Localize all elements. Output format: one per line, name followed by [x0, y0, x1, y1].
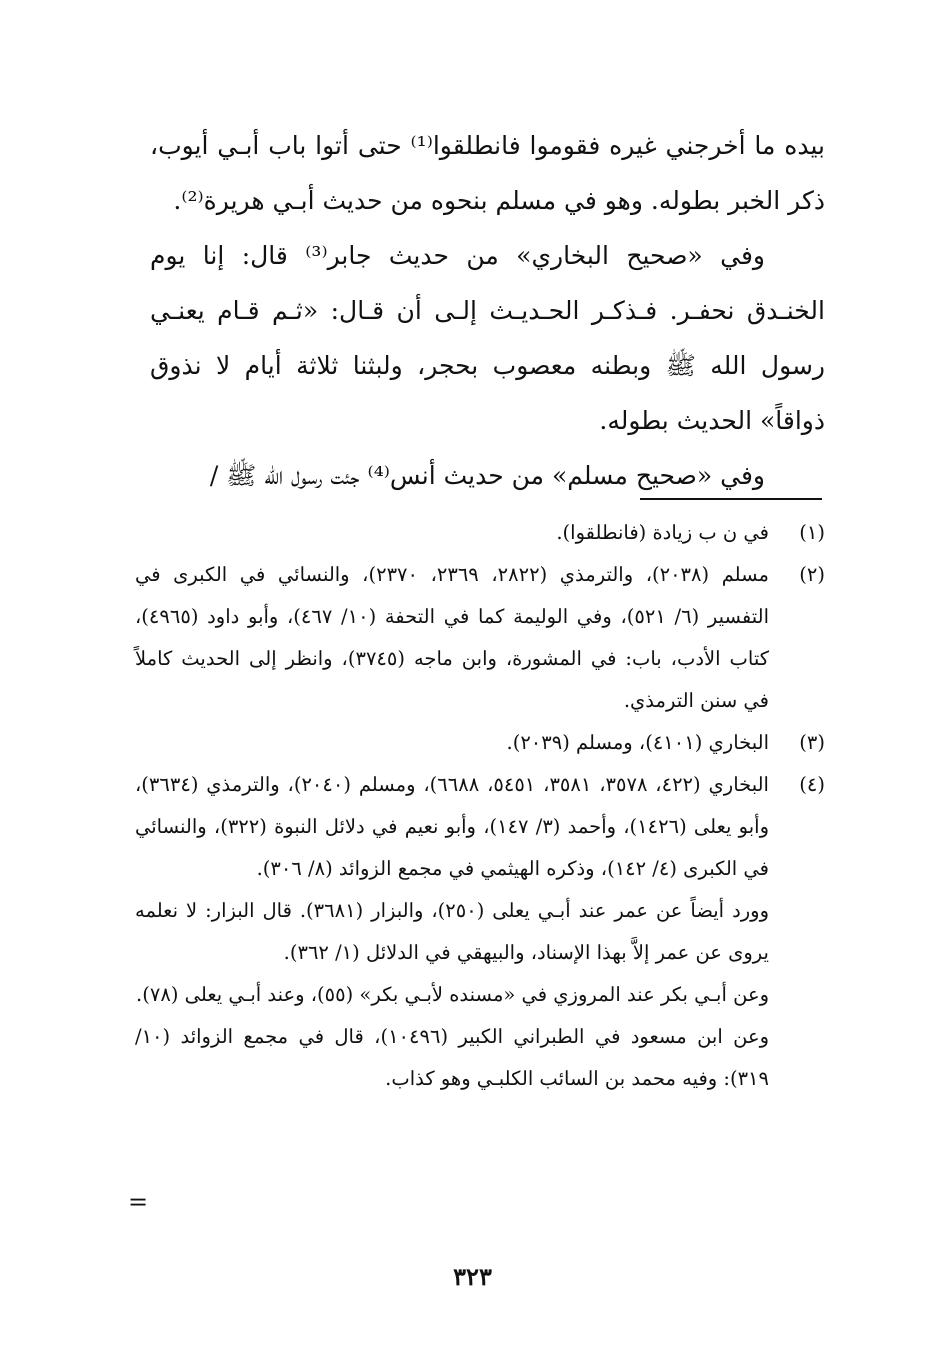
footnote-continuation-paragraph: وعن أبـي بكر عند المروزي في «مسنده لأبـي بكر» (٥٥)، وعند أبـي يعلى (٧٨).	[136, 983, 769, 1006]
footnote-divider	[640, 498, 822, 500]
footnote-continuation-paragraph: وعن ابن مسعود في الطبراني الكبير (١٠٤٩٦)، قال في مجمع الزوائد (١٠/ ٣١٩): وفيه محمد بن السائب الكلبـي وهو كذاب.	[135, 1025, 770, 1090]
footnote-number: (٤)	[799, 773, 825, 796]
continuation-mark: =	[128, 1188, 149, 1216]
footnote-text: البخاري (٤٢٢، ٣٥٧٨، ٣٥٨١، ٥٤٥١، ٦٦٨٨)، ومسلم (٢٠٤٠)، والترمذي (٣٦٣٤)، وأبو يعلى (١٤٢٦)، وأحمد (٣/ ١٤٧)، وأبو نعيم في دلائل النبوة (٣٢٢)، والنسائي في الكبرى (٤/ ١٤٢)، وذكره الهيثمي في مجمع الزوائد (٨/ ٣٠٦).	[135, 773, 769, 880]
footnote-continuation-paragraph: وورد أيضاً عن عمر عند أبـي يعلى (٢٥٠)، والبزار (٣٦٨١). قال البزار: لا نعلمه يروى عن عمر إلاَّ بهذا الإسناد، والبيهقي في الدلائل (١/ ٣٦٢).	[135, 899, 770, 964]
footnote-text: في ن ب زيادة (فانطلقوا).	[556, 521, 769, 544]
footnote	[135, 722, 825, 764]
footnote-text: البخاري (٤١٠١)، ومسلم (٢٠٣٩).	[506, 731, 769, 754]
footnote-number: (١)	[799, 521, 825, 544]
page-number: ٣٢٣	[453, 1262, 492, 1291]
footnote-continuation	[135, 890, 825, 1100]
footnote	[135, 554, 825, 722]
footnote-number: (٢)	[799, 563, 825, 586]
footnote	[135, 512, 825, 554]
footnote	[135, 764, 825, 890]
main-paragraph: وفي «صحيح البخاري» من حديث جابر⁽³⁾ قال: إنا يوم الخنـدق نحفـر. فـذكـر الحـديـث إلـى أن قـال: «ثـم قـام يعنـي رسول الله ﷺ وبطنه معصوب بحجر، ولبثنا ثلاثة أيام لا نذوق ذواقاً» الحديث بطوله.	[150, 241, 825, 435]
footnotes	[135, 512, 825, 1100]
main-text	[150, 118, 825, 503]
footnote-text: مسلم (٢٠٣٨)، والترمذي (٢٨٢٢، ٢٣٦٩، ٢٣٧٠)، والنسائي في الكبرى في التفسير (٦/ ٥٢١)، وفي الوليمة كما في التحفة (١٠/ ٤٦٧)، وأبو داود (٤٩٦٥)، كتاب الأدب، باب: في المشورة، وابن ماجه (٣٧٤٥)، وانظر إلى الحديث كاملاً في سنن الترمذي.	[135, 563, 770, 712]
main-paragraph: وفي «صحيح مسلم» من حديث أنس⁽⁴⁾ جئت رسول الله ﷺ /	[209, 461, 765, 490]
footnote-number: (٣)	[799, 731, 825, 754]
main-paragraph: بيده ما أخرجني غيره فقوموا فانطلقوا⁽¹⁾ حتى أتوا باب أبـي أيوب، ذكر الخبر بطوله. وهو في مسلم بنحوه من حديث أبـي هريرة⁽²⁾.	[150, 131, 825, 215]
